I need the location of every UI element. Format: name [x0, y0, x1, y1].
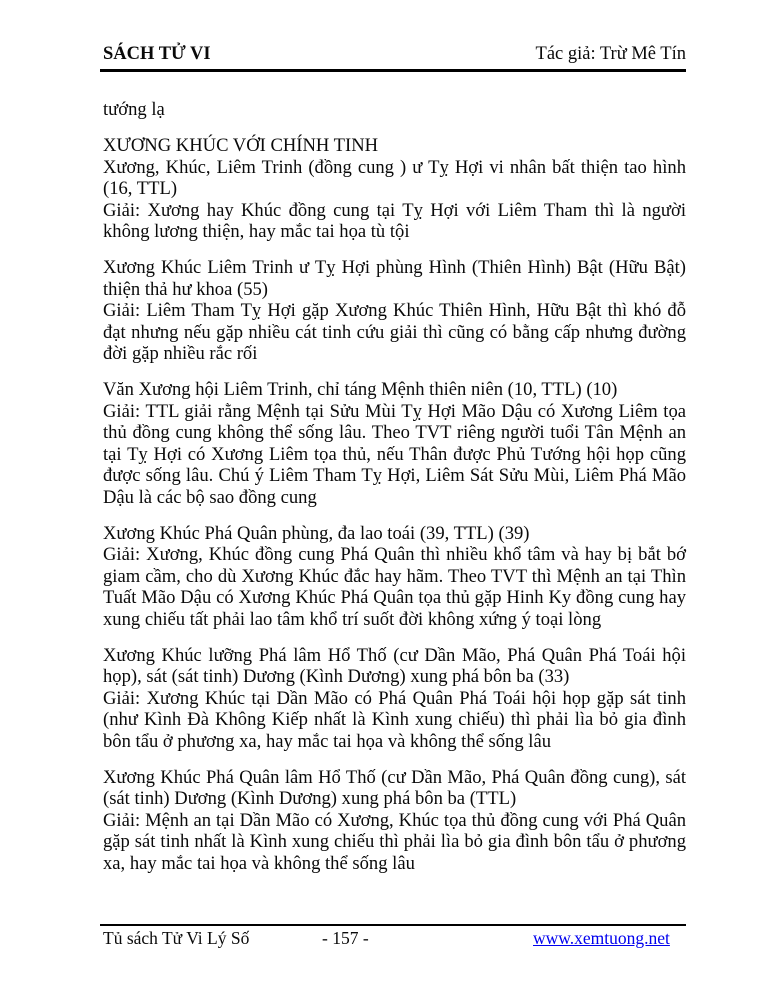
paragraph: Giải: Mệnh an tại Dần Mão có Xương, Khúc tọa thủ đồng cung với Phá Quân gặp sát tinh nhất là Kình xung chiếu thì phải lìa bỏ gia đình bôn tẩu ở phương xa, hay mắc tai họa và không thể sống lâu — [103, 809, 686, 874]
section-title: XƯƠNG KHÚC VỚI CHÍNH TINH — [103, 135, 379, 157]
paragraph: Giải: Xương Khúc tại Dần Mão có Phá Quân Phá Toái hội họp gặp sát tinh (như Kình Đà Không Kiếp nhất là Kình xung chiếu) thì phải lìa bỏ gia đình bôn tẩu ở phương xa, hay mắc tai họa và không thể sống lâu — [103, 687, 686, 752]
paragraph: tướng lạ — [103, 99, 165, 120]
text-section — [103, 645, 686, 752]
page-number: - 157 - — [322, 928, 369, 948]
page-header — [103, 44, 686, 65]
text-section — [103, 99, 686, 120]
paragraph: Giải: Liêm Tham Tỵ Hợi gặp Xương Khúc Thiên Hình, Hữu Bật thì khó đỗ đạt nhưng nếu gặp nhiều cát tinh cứu giải thì cũng có bằng cấp nhưng đường đời gặp nhiều rắc rối — [103, 300, 686, 365]
book-title: SÁCH TỬ VI — [103, 44, 211, 64]
paragraph: Giải: Xương, Khúc đồng cung Phá Quân thì nhiều khổ tâm và hay bị bắt bớ giam cầm, cho dù Xương Khúc đắc hay hãm. Theo TVT thì Mệnh an tại Thìn Tuất Mão Dậu có Xương Khúc Phá Quân tọa thủ gặp Hinh Ky đồng cung hay xung chiếu tất phải lao tâm khổ trí suốt đời không xứng ý toại lòng — [103, 544, 686, 630]
text-section — [103, 523, 686, 630]
paragraph: Văn Xương hội Liêm Trinh, chỉ táng Mệnh thiên niên (10, TTL) (10) — [103, 379, 618, 401]
paragraph: Xương Khúc Liêm Trinh ư Tỵ Hợi phùng Hình (Thiên Hình) Bật (Hữu Bật) thiện thả hư khoa (55) — [103, 257, 686, 300]
footer-rule — [100, 924, 686, 926]
page-footer — [0, 928, 765, 954]
paragraph: Xương Khúc lưỡng Phá lâm Hổ Thố (cư Dần Mão, Phá Quân Phá Toái hội họp), sát (sát tinh) Dương (Kình Dương) xung phá bôn ba (33) — [103, 644, 686, 688]
paragraph: Giải: Xương hay Khúc đồng cung tại Tỵ Hợi với Liêm Tham thì là người không lương thiện, hay mắc tai họa tù tội — [103, 199, 686, 243]
author-credit: Tác giả: Trừ Mê Tín — [535, 44, 686, 64]
series-title: Tủ sách Tử Vi Lý Số — [103, 928, 250, 948]
header-rule — [100, 69, 686, 72]
text-section — [103, 767, 686, 874]
text-section — [103, 257, 686, 364]
text-section — [103, 135, 686, 242]
paragraph: Giải: TTL giải rằng Mệnh tại Sửu Mùi Tỵ Hợi Mão Dậu có Xương Liêm tọa thủ đồng cung không thể sống lâu. Theo TVT riêng người tuổi Tân Mệnh an tại Tỵ Hợi có Xương Liêm tọa thủ, nếu Thân được Phủ Tướng hội họp cũng được sống lâu. Chú ý Liêm Tham Tỵ Hợi, Liêm Sát Sửu Mùi, Liêm Phá Mão Dậu là các bộ sao đồng cung — [103, 400, 686, 508]
website-link[interactable]: www.xemtuong.net — [533, 928, 670, 948]
page-body — [103, 99, 686, 874]
paragraph: Xương Khúc Phá Quân lâm Hổ Thố (cư Dần Mão, Phá Quân đồng cung), sát (sát tinh) Dương (Kình Dương) xung phá bôn ba (TTL) — [103, 766, 686, 810]
paragraph: Xương Khúc Phá Quân phùng, đa lao toái (39, TTL) (39) — [103, 522, 530, 544]
text-section — [103, 379, 686, 507]
paragraph: Xương, Khúc, Liêm Trinh (đồng cung ) ư Tỵ Hợi vi nhân bất thiện tao hình (16, TTL) — [103, 156, 686, 200]
